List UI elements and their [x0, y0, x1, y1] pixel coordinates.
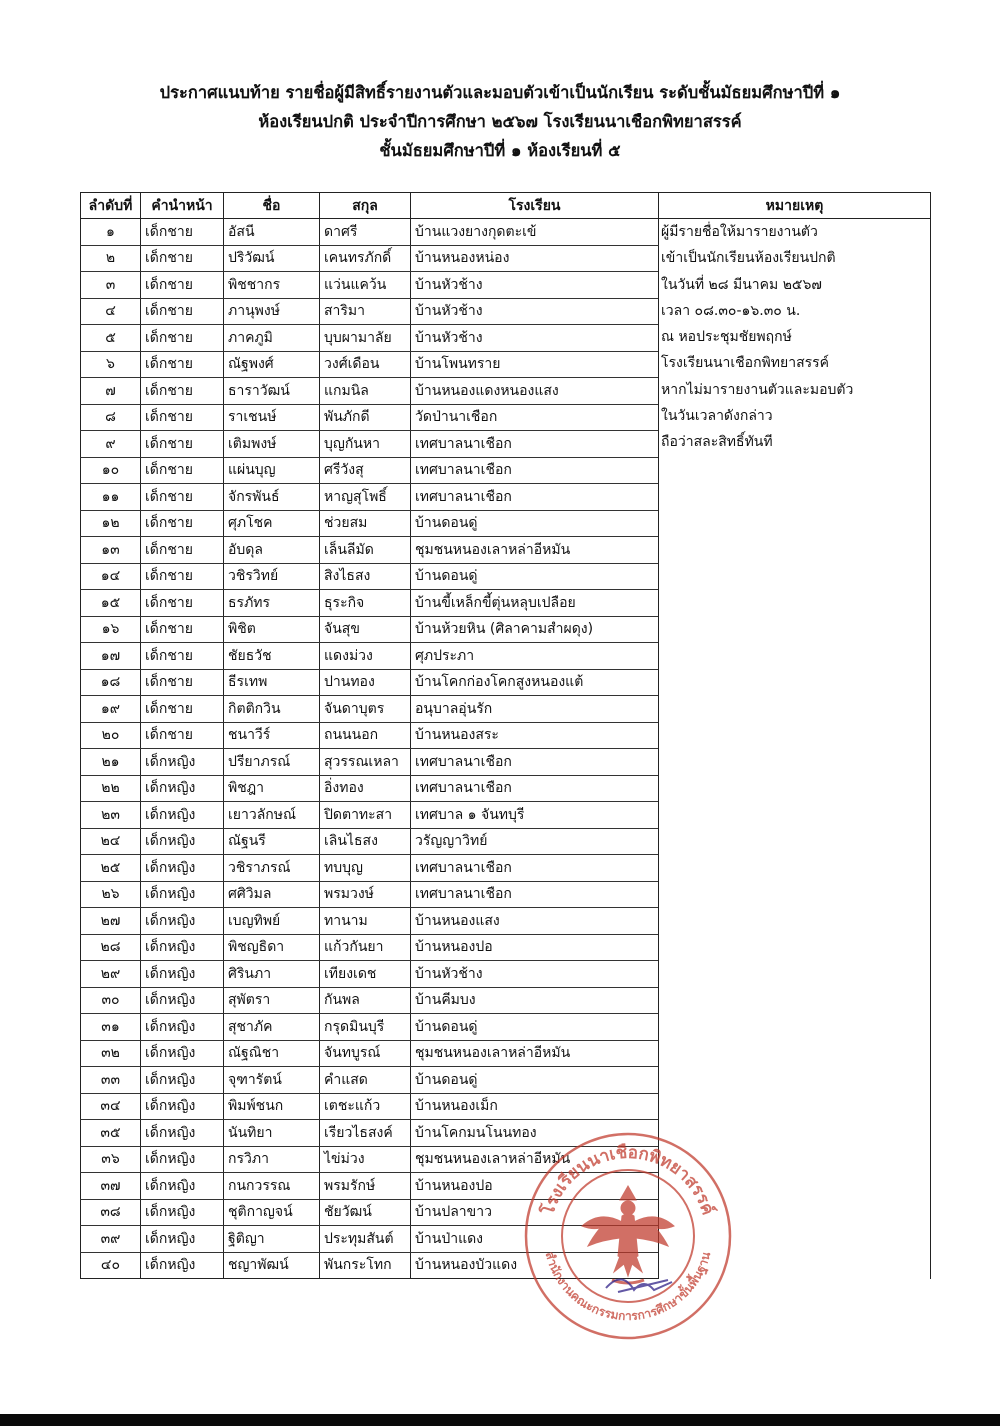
cell-school: บ้านหนองปอ [411, 1173, 659, 1200]
cell-first-name: ศุภโชค [224, 510, 320, 537]
cell-prefix: เด็กชาย [141, 537, 224, 564]
cell-last-name: แว่นแคว้น [320, 272, 411, 299]
cell-school: เทศบาลนาเชือก [411, 881, 659, 908]
cell-first-name: ชญาพัฒน์ [224, 1252, 320, 1279]
cell-school: บ้านโคกมนโนนทอง [411, 1120, 659, 1147]
cell-first-name: อับดุล [224, 537, 320, 564]
cell-school: บ้านโพนทราย [411, 351, 659, 378]
cell-no: ๑๒ [81, 510, 141, 537]
seal-top-text: โรงเรียนนาเชือกพิทยาสรรค์ [538, 1142, 718, 1218]
cell-prefix: เด็กหญิง [141, 749, 224, 776]
cell-first-name: ฐิติญา [224, 1226, 320, 1253]
cell-prefix: เด็กชาย [141, 404, 224, 431]
cell-school: เทศบาลนาเชือก [411, 775, 659, 802]
remark-line: ณ หอประชุมชัยพฤกษ์ [661, 329, 792, 346]
cell-no: ๑ [81, 219, 141, 246]
cell-last-name: เลินไธสง [320, 828, 411, 855]
cell-prefix: เด็กชาย [141, 378, 224, 405]
cell-last-name: เทียงเดช [320, 961, 411, 988]
cell-no: ๑๖ [81, 616, 141, 643]
cell-prefix: เด็กหญิง [141, 775, 224, 802]
cell-first-name: ภานุพงษ์ [224, 298, 320, 325]
cell-school: บ้านหนองบัวแดง [411, 1252, 659, 1279]
cell-first-name: เติมพงษ์ [224, 431, 320, 458]
cell-no: ๓๘ [81, 1199, 141, 1226]
remark-line: เข้าเป็นนักเรียนห้องเรียนปกติ [661, 250, 836, 267]
cell-no: ๒๘ [81, 934, 141, 961]
cell-last-name: สิงไธสง [320, 563, 411, 590]
cell-first-name: กนกวรรณ [224, 1173, 320, 1200]
cell-school: ชุมชนหนองเลาหล่าอีหมัน [411, 1040, 659, 1067]
cell-last-name: ดาศรี [320, 219, 411, 246]
cell-school: บ้านหนองหน่อง [411, 245, 659, 272]
cell-first-name: ปริวัฒน์ [224, 245, 320, 272]
cell-last-name: ธุระกิจ [320, 590, 411, 617]
cell-school: บ้านดอนดู่ [411, 563, 659, 590]
column-header-last-name: สกุล [320, 193, 411, 219]
remark-line: หากไม่มารายงานตัวและมอบตัว [661, 381, 854, 398]
cell-first-name: ภาคภูมิ [224, 325, 320, 352]
school-seal [522, 1130, 734, 1342]
column-header-no: ลำดับที่ [81, 193, 141, 219]
cell-last-name: สาริมา [320, 298, 411, 325]
cell-prefix: เด็กหญิง [141, 1040, 224, 1067]
cell-school: บ้านปลาขาว [411, 1199, 659, 1226]
cell-no: ๗ [81, 378, 141, 405]
cell-last-name: ทานาม [320, 908, 411, 935]
cell-prefix: เด็กชาย [141, 722, 224, 749]
cell-prefix: เด็กหญิง [141, 828, 224, 855]
remark-line: เวลา ๐๘.๓๐-๑๖.๓๐ น. [661, 302, 801, 319]
cell-school: ชุมชนหนองเลาหล่าอีหมัน [411, 537, 659, 564]
cell-last-name: แดงม่วง [320, 643, 411, 670]
cell-no: ๑๔ [81, 563, 141, 590]
remark-line: โรงเรียนนาเชือกพิทยาสรรค์ [661, 355, 830, 372]
cell-no: ๒๗ [81, 908, 141, 935]
cell-school: บ้านหนองแดงหนองแสง [411, 378, 659, 405]
cell-last-name: เล็นลีมัด [320, 537, 411, 564]
cell-first-name: ธีรเทพ [224, 669, 320, 696]
cell-no: ๔๐ [81, 1252, 141, 1279]
cell-first-name: กิตติกวิน [224, 696, 320, 723]
cell-prefix: เด็กหญิง [141, 1199, 224, 1226]
cell-school: บ้านคีมบง [411, 987, 659, 1014]
cell-first-name: พิชชากร [224, 272, 320, 299]
cell-no: ๒๔ [81, 828, 141, 855]
table-row [81, 219, 931, 246]
cell-first-name: แผ่นบุญ [224, 457, 320, 484]
title-line-1: ประกาศแนบท้าย รายชื่อผู้มีสิทธิ์รายงานตัวและมอบตัวเข้าเป็นนักเรียน ระดับชั้นมัธยมศึกษาปีที่ ๑ [159, 83, 841, 102]
cell-school: บ้านขี้เหล็กขี้ตุ่นหลุบเปลือย [411, 590, 659, 617]
cell-last-name: จันทบูรณ์ [320, 1040, 411, 1067]
cell-last-name: อิ่งทอง [320, 775, 411, 802]
cell-first-name: ราเชนษ์ [224, 404, 320, 431]
cell-last-name: วงศ์เดือน [320, 351, 411, 378]
garuda-emblem-icon [582, 1186, 674, 1283]
cell-prefix: เด็กชาย [141, 696, 224, 723]
cell-prefix: เด็กหญิง [141, 1014, 224, 1041]
cell-last-name: แกมนิล [320, 378, 411, 405]
cell-school: บ้านหนองแสง [411, 908, 659, 935]
cell-no: ๓๒ [81, 1040, 141, 1067]
cell-school: บ้านหัวช้าง [411, 298, 659, 325]
cell-last-name: แก้วกันยา [320, 934, 411, 961]
cell-prefix: เด็กหญิง [141, 881, 224, 908]
cell-last-name: ปานทอง [320, 669, 411, 696]
cell-prefix: เด็กชาย [141, 219, 224, 246]
cell-prefix: เด็กชาย [141, 669, 224, 696]
cell-prefix: เด็กหญิง [141, 855, 224, 882]
cell-school: บ้านดอนดู่ [411, 510, 659, 537]
cell-first-name: ธาราวัฒน์ [224, 378, 320, 405]
cell-prefix: เด็กหญิง [141, 1093, 224, 1120]
cell-first-name: ชนาวีร์ [224, 722, 320, 749]
cell-prefix: เด็กหญิง [141, 1067, 224, 1094]
cell-first-name: พิมพ์ชนก [224, 1093, 320, 1120]
cell-last-name: ทบบุญ [320, 855, 411, 882]
cell-prefix: เด็กชาย [141, 298, 224, 325]
cell-no: ๒๒ [81, 775, 141, 802]
cell-last-name: ไข่ม่วง [320, 1146, 411, 1173]
cell-last-name: พรมวงษ์ [320, 881, 411, 908]
cell-last-name: เคนทรภักดิ์ [320, 245, 411, 272]
cell-last-name: กรุดมินบุรี [320, 1014, 411, 1041]
cell-school: เทศบาลนาเชือก [411, 457, 659, 484]
cell-first-name: ชุติกาญจน์ [224, 1199, 320, 1226]
cell-last-name: พันกระโทก [320, 1252, 411, 1279]
cell-first-name: ศิรินภา [224, 961, 320, 988]
cell-school: บ้านหนองสระ [411, 722, 659, 749]
cell-school: บ้านหัวช้าง [411, 325, 659, 352]
cell-no: ๒๐ [81, 722, 141, 749]
cell-no: ๓๐ [81, 987, 141, 1014]
cell-school: บ้านหนองเม็ก [411, 1093, 659, 1120]
cell-no: ๑๙ [81, 696, 141, 723]
cell-first-name: เยาวลักษณ์ [224, 802, 320, 829]
student-roster-table [80, 192, 931, 1279]
cell-first-name: วชิราภรณ์ [224, 855, 320, 882]
cell-last-name: ศรีวังสุ [320, 457, 411, 484]
cell-first-name: นันทิยา [224, 1120, 320, 1147]
cell-no: ๓ [81, 272, 141, 299]
table-body [81, 219, 931, 1279]
cell-no: ๓๔ [81, 1093, 141, 1120]
cell-school: เทศบาลนาเชือก [411, 484, 659, 511]
cell-school: เทศบาลนาเชือก [411, 855, 659, 882]
cell-last-name: กันพล [320, 987, 411, 1014]
cell-no: ๑๘ [81, 669, 141, 696]
cell-no: ๑๗ [81, 643, 141, 670]
cell-first-name: จักรพันธ์ [224, 484, 320, 511]
cell-first-name: วชิรวิทย์ [224, 563, 320, 590]
cell-last-name: เรียวไธสงค์ [320, 1120, 411, 1147]
cell-prefix: เด็กชาย [141, 431, 224, 458]
cell-prefix: เด็กชาย [141, 484, 224, 511]
cell-last-name: จันสุข [320, 616, 411, 643]
cell-no: ๓๓ [81, 1067, 141, 1094]
column-header-remarks: หมายเหตุ [659, 193, 931, 219]
cell-prefix: เด็กหญิง [141, 908, 224, 935]
cell-first-name: ชัยธวัช [224, 643, 320, 670]
cell-school: ศุภประภา [411, 643, 659, 670]
cell-prefix: เด็กชาย [141, 325, 224, 352]
table-header-row [81, 193, 931, 219]
cell-last-name: พรมรักษ์ [320, 1173, 411, 1200]
cell-school: เทศบาล ๑ จันทบุรี [411, 802, 659, 829]
bottom-edge-bar [0, 1414, 1000, 1426]
cell-school: เทศบาลนาเชือก [411, 431, 659, 458]
cell-first-name: เบญทิพย์ [224, 908, 320, 935]
cell-no: ๓๗ [81, 1173, 141, 1200]
cell-no: ๒๓ [81, 802, 141, 829]
column-header-school: โรงเรียน [411, 193, 659, 219]
cell-last-name: บุบผามาลัย [320, 325, 411, 352]
cell-first-name: จุฑารัตน์ [224, 1067, 320, 1094]
remark-line: ในวันที่ ๒๘ มีนาคม ๒๕๖๗ [661, 276, 822, 293]
cell-first-name: พิชฎา [224, 775, 320, 802]
cell-first-name: ปรียาภรณ์ [224, 749, 320, 776]
title-line-3: ชั้นมัธยมศึกษาปีที่ ๑ ห้องเรียนที่ ๕ [379, 141, 621, 160]
cell-prefix: เด็กชาย [141, 590, 224, 617]
cell-first-name: ณัฐณิชา [224, 1040, 320, 1067]
cell-school: วรัญญาวิทย์ [411, 828, 659, 855]
document-header [0, 78, 1000, 165]
cell-last-name: ประทุมสันต์ [320, 1226, 411, 1253]
cell-first-name: สุชาภัค [224, 1014, 320, 1041]
cell-first-name: พิชิต [224, 616, 320, 643]
cell-prefix: เด็กชาย [141, 245, 224, 272]
cell-no: ๓๑ [81, 1014, 141, 1041]
cell-school: อนุบาลอุ่นรัก [411, 696, 659, 723]
remark-line: ในวันเวลาดังกล่าว [661, 408, 773, 425]
cell-first-name: อัสนี [224, 219, 320, 246]
cell-school: บ้านโคกก่องโคกสูงหนองแต้ [411, 669, 659, 696]
cell-prefix: เด็กชาย [141, 510, 224, 537]
cell-prefix: เด็กหญิง [141, 1252, 224, 1279]
cell-last-name: พันภักดี [320, 404, 411, 431]
cell-school: บ้านหัวช้าง [411, 272, 659, 299]
cell-last-name: หาญสุโพธิ์ [320, 484, 411, 511]
cell-no: ๒๑ [81, 749, 141, 776]
cell-prefix: เด็กหญิง [141, 934, 224, 961]
cell-no: ๑๐ [81, 457, 141, 484]
cell-prefix: เด็กชาย [141, 272, 224, 299]
cell-last-name: คำแสด [320, 1067, 411, 1094]
cell-no: ๓๕ [81, 1120, 141, 1147]
title-line-2: ห้องเรียนปกติ ประจำปีการศึกษา ๒๕๖๗ โรงเรียนนาเชือกพิทยาสรรค์ [258, 112, 742, 131]
cell-school: เทศบาลนาเชือก [411, 749, 659, 776]
cell-no: ๒๕ [81, 855, 141, 882]
cell-last-name: ชัยวัฒน์ [320, 1199, 411, 1226]
cell-no: ๖ [81, 351, 141, 378]
cell-first-name: ณัฐพงศ์ [224, 351, 320, 378]
cell-prefix: เด็กหญิง [141, 987, 224, 1014]
cell-last-name: ถนนนอก [320, 722, 411, 749]
cell-no: ๒๙ [81, 961, 141, 988]
cell-first-name: ณัฐนรี [224, 828, 320, 855]
cell-school: บ้านห้วยหิน (ศิลาคามสำผดุง) [411, 616, 659, 643]
cell-no: ๘ [81, 404, 141, 431]
seal-bottom-text: สำนักงานคณะกรรมการการศึกษาขั้นพื้นฐาน [542, 1250, 714, 1324]
cell-no: ๓๙ [81, 1226, 141, 1253]
cell-school: บ้านดอนดู่ [411, 1014, 659, 1041]
cell-prefix: เด็กหญิง [141, 1173, 224, 1200]
cell-last-name: เตชะแก้ว [320, 1093, 411, 1120]
cell-school: บ้านป่าแดง [411, 1226, 659, 1253]
cell-first-name: ศศิวิมล [224, 881, 320, 908]
remark-line: ถือว่าสละสิทธิ์ทันที [661, 434, 773, 451]
cell-last-name: บุญกันหา [320, 431, 411, 458]
cell-first-name: กรวิภา [224, 1146, 320, 1173]
cell-school: วัดป่านาเชือก [411, 404, 659, 431]
cell-no: ๑๑ [81, 484, 141, 511]
cell-prefix: เด็กชาย [141, 351, 224, 378]
cell-prefix: เด็กหญิง [141, 961, 224, 988]
cell-prefix: เด็กชาย [141, 563, 224, 590]
cell-first-name: พิชญธิดา [224, 934, 320, 961]
cell-prefix: เด็กหญิง [141, 1146, 224, 1173]
cell-no: ๓๖ [81, 1146, 141, 1173]
column-header-prefix: คำนำหน้า [141, 193, 224, 219]
cell-no: ๒๖ [81, 881, 141, 908]
cell-no: ๕ [81, 325, 141, 352]
cell-prefix: เด็กหญิง [141, 1226, 224, 1253]
cell-prefix: เด็กหญิง [141, 802, 224, 829]
cell-first-name: ธรภัทร [224, 590, 320, 617]
cell-school: บ้านดอนดู่ [411, 1067, 659, 1094]
cell-school: บ้านแวงยางกุดตะเข้ [411, 219, 659, 246]
remarks-cell [659, 219, 931, 1279]
cell-school: ชุมชนหนองเลาหล่าอีหมัน [411, 1146, 659, 1173]
cell-school: บ้านหนองปอ [411, 934, 659, 961]
cell-no: ๙ [81, 431, 141, 458]
cell-first-name: สุพัตรา [224, 987, 320, 1014]
cell-last-name: จันดาบุตร [320, 696, 411, 723]
cell-prefix: เด็กหญิง [141, 1120, 224, 1147]
cell-no: ๑๕ [81, 590, 141, 617]
cell-no: ๒ [81, 245, 141, 272]
cell-prefix: เด็กชาย [141, 457, 224, 484]
cell-no: ๑๓ [81, 537, 141, 564]
cell-school: บ้านหัวช้าง [411, 961, 659, 988]
cell-prefix: เด็กชาย [141, 616, 224, 643]
cell-prefix: เด็กชาย [141, 643, 224, 670]
cell-no: ๔ [81, 298, 141, 325]
cell-last-name: สุวรรณเหลา [320, 749, 411, 776]
cell-last-name: ช่วยสม [320, 510, 411, 537]
cell-last-name: ปิดตาทะสา [320, 802, 411, 829]
remark-line: ผู้มีรายชื่อให้มารายงานตัว [661, 224, 818, 240]
column-header-first-name: ชื่อ [224, 193, 320, 219]
